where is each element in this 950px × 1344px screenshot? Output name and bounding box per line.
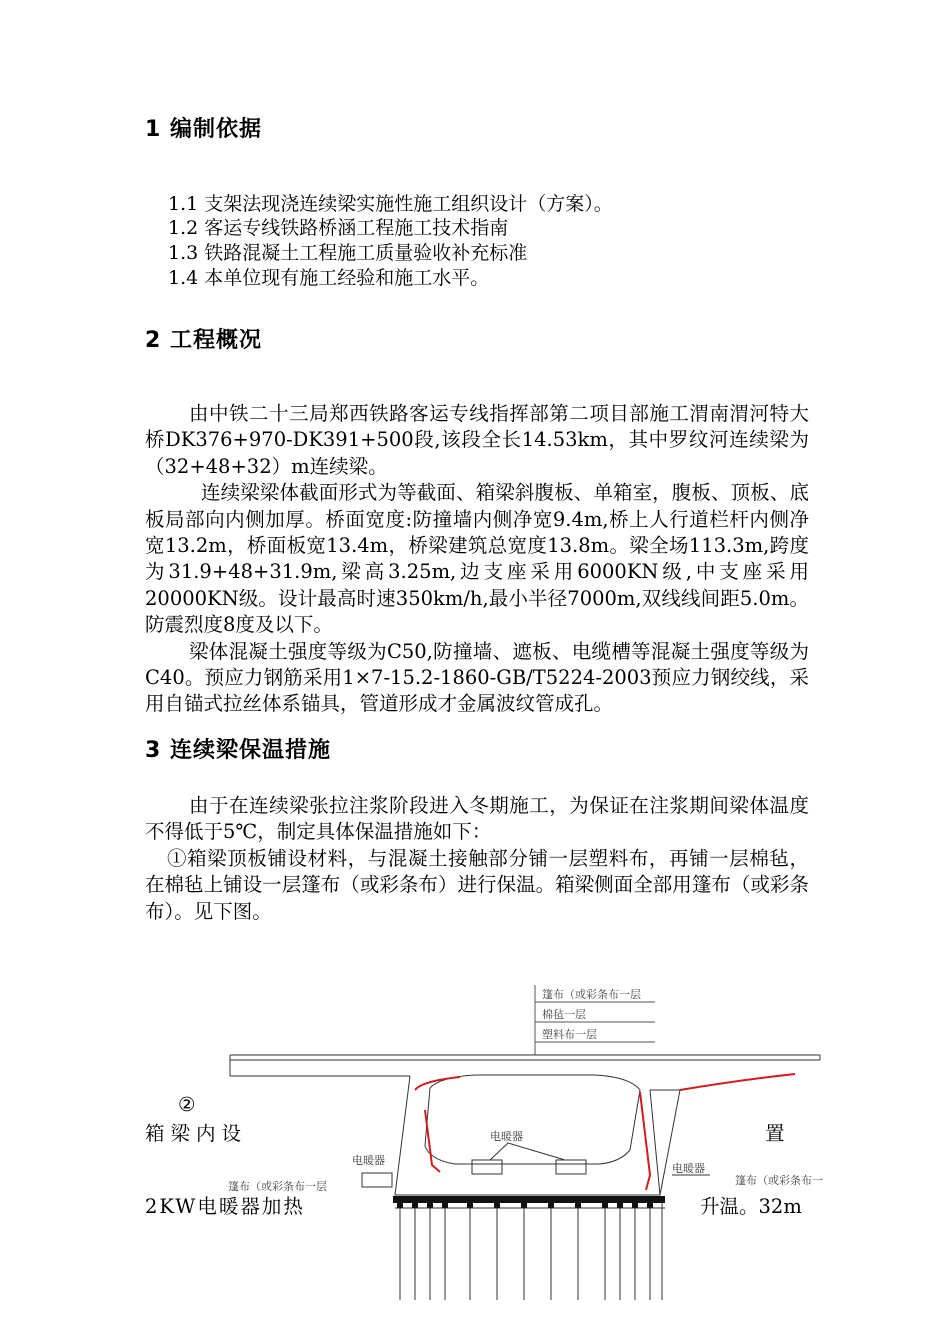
reference-item-3: 1.3 铁路混凝土工程施工质量验收补充标准 (168, 242, 528, 264)
box-girder-outline (395, 1076, 660, 1195)
section-2-heading: 2 工程概况 (145, 328, 262, 353)
support-heads (397, 1203, 653, 1208)
project-overview (145, 401, 809, 718)
insulation-paragraph-1: 由于在连续梁张拉注浆阶段进入冬期施工，为保证在注浆期间梁体温度不得低于5℃，制定具体保温措施如下： (145, 794, 809, 844)
tarp-right-label: 篷布（或彩条布一 (735, 1174, 823, 1187)
label-felt-layer: 棉毡一层 (542, 1008, 586, 1021)
tarp-left-label: 篷布（或彩条布一层 (228, 1180, 327, 1193)
measure-2-number: ② (178, 1093, 196, 1116)
insulation-measures (145, 793, 809, 925)
section-3-heading: 3 连续梁保温措施 (145, 738, 331, 763)
measure-2-line2-right: 升温。32m (700, 1195, 802, 1218)
reference-item-1: 1.1 支架法现浇连续梁实施性施工组织设计（方案）。 (168, 193, 613, 215)
heater-right-label: 电暖器 (672, 1162, 705, 1175)
base-slab (393, 1196, 665, 1203)
overview-paragraph-1: 由中铁二十三局郑西铁路客运专线指挥部第二项目部施工渭南渭河特大桥DK376+970-DK391+500段,该段全长14.53km，其中罗纹河连续梁为（32+48+32）m连续梁。 (145, 402, 809, 478)
insulation-paragraph-2: ①箱梁顶板铺设材料，与混凝土接触部分铺一层塑料布，再铺一层棉毡，在棉毡上铺设一层篷布（或彩条布）进行保温。箱梁侧面全部用篷布（或彩条布）。见下图。 (145, 846, 809, 923)
label-tarp-layer: 篷布（或彩条布一层 (542, 988, 641, 1001)
box-girder-insulation-diagram (0, 980, 950, 1300)
heater-center-label: 电暖器 (490, 1130, 523, 1143)
heater-box-1 (472, 1160, 502, 1174)
section-1-heading: 1 编制依据 (145, 117, 262, 142)
scaffold-supports (400, 1203, 662, 1300)
heater-box-2 (556, 1160, 586, 1174)
heater-left-label: 电暖器 (352, 1154, 385, 1167)
overview-paragraph-2: 连续梁梁体截面形式为等截面、箱梁斜腹板、单箱室，腹板、顶板、底板局部向内侧加厚。桥面宽度:防撞墙内侧净宽9.4m,桥上人行道栏杆内侧净宽13.2m，桥面板宽13.4m，桥梁建筑总宽度13.8m。梁全场113.3m,跨度为31.9+48+31.9m,梁高3.25m,边支座采用6000KN级,中支座采用20000KN级。设计最高时速350km/h,最小半径7000m,双线线间距5.0m。防震烈度8度及以下。 (145, 481, 809, 637)
measure-2-text-left: 箱梁内设 (145, 1122, 248, 1145)
right-cantilever-tarp (680, 1074, 795, 1090)
heater-box-left (362, 1173, 392, 1187)
outer-tarp-right (640, 1092, 650, 1190)
inner-tarp-left (415, 1077, 460, 1090)
reference-item-4: 1.4 本单位现有施工经验和施工水平。 (168, 267, 490, 289)
reference-item-2: 1.2 客运专线铁路桥涵工程施工技术指南 (168, 217, 509, 239)
measure-2-text-right: 置 (765, 1122, 785, 1145)
measure-2-line2-left: 2KW电暖器加热 (145, 1195, 305, 1218)
overview-paragraph-3: 梁体混凝土强度等级为C50,防撞墙、遮板、电缆槽等混凝土强度等级为C40。预应力钢筋采用1×7-15.2-1860-GB/T5224-2003预应力钢绞线，采用自锚式拉丝体系锚具，管道形成才金属波纹管成孔。 (145, 639, 809, 716)
label-plastic-layer: 塑料布一层 (542, 1028, 597, 1041)
